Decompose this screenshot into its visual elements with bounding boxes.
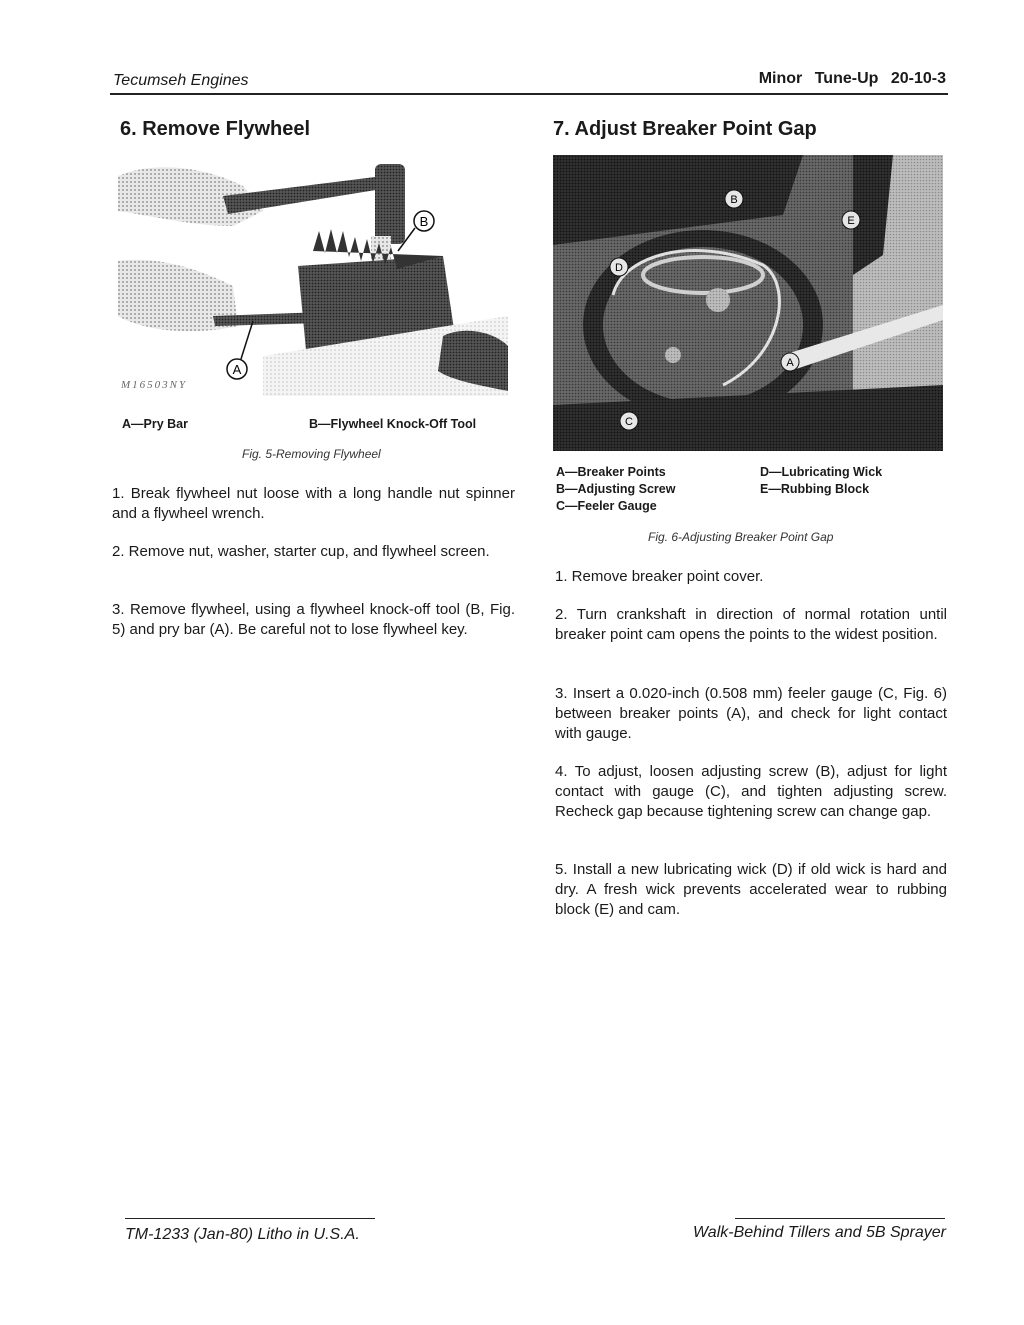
step-6-2: 2. Remove nut, washer, starter cup, and flywheel screen. <box>112 543 490 560</box>
footer-left-rule <box>125 1218 375 1219</box>
legend-feeler-gauge: C—Feeler Gauge <box>556 499 657 513</box>
step-7-3: 3. Insert a 0.020-inch (0.508 mm) feeler gauge (C, Fig. 6) between breaker points (A), and check for light contact with gauge. <box>555 685 947 742</box>
step-6-3: 3. Remove flywheel, using a flywheel knock-off tool (B, Fig. 5) and pry bar (A). Be careful not to lose flywheel key. <box>112 601 515 638</box>
running-header-right: Minor Tune-Up 20-10-3 <box>758 70 946 87</box>
footer-right: Walk-Behind Tillers and 5B Sprayer <box>692 1224 946 1241</box>
legend-knock-off-tool: B—Flywheel Knock-Off Tool <box>309 417 477 431</box>
callout-d-fig6: D <box>615 262 623 274</box>
footer-left: TM-1233 (Jan-80) Litho in U.S.A. <box>125 1226 360 1243</box>
callout-c-fig6: C <box>625 416 633 428</box>
step-7-2: 2. Turn crankshaft in direction of normal rotation until breaker point cam opens the points to the widest position. <box>555 606 947 643</box>
footer-right-rule <box>735 1218 945 1219</box>
legend-adjusting-screw: B—Adjusting Screw <box>556 482 676 496</box>
callout-b-fig6: B <box>730 194 738 206</box>
legend-rubbing-block: E—Rubbing Block <box>760 482 870 496</box>
figure-image-code: M16503NY <box>121 379 188 391</box>
callout-b: B <box>419 214 429 229</box>
callout-e-fig6: E <box>847 215 855 227</box>
callout-a-fig6: A <box>786 357 794 369</box>
step-7-4: 4. To adjust, loosen adjusting screw (B), adjust for light contact with gauge (C), and tighten adjusting screw. Recheck gap because tightening screw can change gap. <box>555 763 947 820</box>
section-7-title: 7. Adjust Breaker Point Gap <box>553 118 817 140</box>
breaker-points-photo <box>553 155 943 451</box>
flywheel-photo <box>113 156 513 396</box>
step-7-5: 5. Install a new lubricating wick (D) if old wick is hard and dry. A fresh wick prevents accelerated wear to rubbing block (E) and cam. <box>555 861 947 918</box>
figure-6-caption: Fig. 6-Adjusting Breaker Point Gap <box>648 530 834 544</box>
header-divider <box>110 93 948 95</box>
step-7-1: 1. Remove breaker point cover. <box>555 568 764 585</box>
legend-lubricating-wick: D—Lubricating Wick <box>760 465 883 479</box>
figure-5-caption: Fig. 5-Removing Flywheel <box>242 447 381 461</box>
callout-a: A <box>232 362 242 377</box>
legend-breaker-points: A—Breaker Points <box>556 465 666 479</box>
running-header-left: Tecumseh Engines <box>113 72 249 89</box>
section-6-title: 6. Remove Flywheel <box>120 118 311 140</box>
legend-pry-bar: A—Pry Bar <box>122 417 188 431</box>
step-6-1: 1. Break flywheel nut loose with a long handle nut spinner and a flywheel wrench. <box>112 485 515 522</box>
